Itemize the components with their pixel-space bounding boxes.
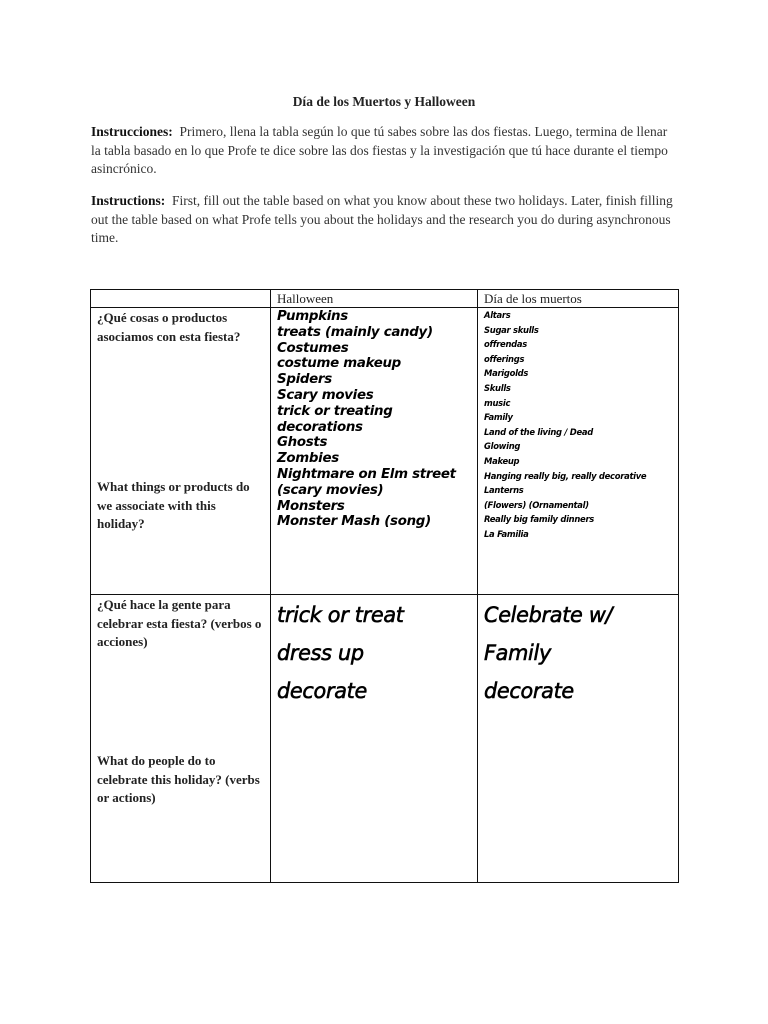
handwritten-entry: offrendas — [484, 340, 527, 351]
handwritten-entry: Hanging really big, really decorative — [484, 471, 647, 482]
handwritten-entry: music — [484, 398, 511, 409]
handwritten-entry: Ghosts — [277, 434, 328, 451]
handwritten-entry: Family — [484, 641, 551, 665]
handwritten-entry: decorations — [277, 418, 363, 435]
instructions-english-label: Instructions: — [91, 193, 166, 208]
handwritten-entry: Really big family dinners — [484, 515, 595, 526]
handwritten-entry: Skulls — [484, 383, 511, 394]
question-spanish: ¿Qué cosas o productos asociamos con esta fiesta? — [97, 310, 241, 344]
answer-cell-halloween[interactable] — [271, 595, 478, 883]
header-halloween: Halloween — [271, 290, 478, 308]
instructions-spanish — [91, 123, 677, 179]
instructions-english — [91, 192, 677, 248]
question-english: What do people do to celebrate this holiday? (verbs or actions) — [97, 753, 260, 805]
handwritten-entry: Monster Mash (song) — [277, 513, 431, 530]
handwritten-entry: Pumpkins — [277, 308, 348, 324]
handwritten-entry: trick or treating — [277, 402, 393, 419]
handwritten-entry: treats (mainly candy) — [277, 323, 433, 340]
handwritten-entry: Zombies — [277, 450, 339, 467]
handwritten-entry: (Flowers) (Ornamental) — [484, 500, 589, 511]
handwritten-entry: decorate — [484, 679, 574, 703]
comparison-table — [90, 289, 679, 883]
handwritten-entry: Land of the living / Dead — [484, 427, 593, 438]
header-dia-de-los-muertos: Día de los muertos — [478, 290, 679, 308]
table-header-row — [91, 290, 679, 308]
handwritten-entry: costume makeup — [277, 355, 401, 372]
handwritten-entry: Lanterns — [484, 486, 524, 497]
handwritten-entry: Costumes — [277, 339, 349, 356]
question-cell — [91, 308, 271, 595]
handwritten-entry: Makeup — [484, 456, 520, 467]
question-cell — [91, 595, 271, 883]
answer-cell-dia-de-los-muertos[interactable] — [478, 595, 679, 883]
handwritten-entry: decorate — [277, 679, 367, 703]
handwritten-entry: La Familia — [484, 529, 529, 540]
handwritten-list — [484, 596, 672, 710]
instructions-spanish-text: Primero, llena la tabla según lo que tú sabes sobre las dos fiestas. Luego, termina de llenar la tabla basado en lo que Profe te dice sobre las dos fiestas y la investigación que tú hace durante el tiempo asincrónico. — [91, 124, 668, 176]
instructions-spanish-label: Instrucciones: — [91, 124, 173, 139]
handwritten-entry: Marigolds — [484, 369, 529, 380]
page-title: Día de los Muertos y Halloween — [292, 94, 476, 109]
handwritten-entry: Spiders — [277, 371, 332, 388]
answer-cell-dia-de-los-muertos[interactable] — [478, 308, 679, 595]
handwritten-entry: Celebrate w/ — [484, 603, 613, 627]
handwritten-entry: Altars — [484, 311, 511, 321]
handwritten-entry: Sugar skulls — [484, 325, 539, 336]
question-english: What things or products do we associate with this holiday? — [97, 479, 250, 531]
handwritten-entry: (scary movies) — [277, 481, 384, 498]
header-empty — [91, 290, 271, 308]
handwritten-entry: dress up — [277, 641, 364, 665]
instructions-english-text: First, fill out the table based on what you know about these two holidays. Later, finish filling out the table based on what Profe tells you about the holidays and the research you do during asynchronous time. — [91, 193, 673, 245]
table-row — [91, 595, 679, 883]
handwritten-entry: Scary movies — [277, 386, 374, 403]
handwritten-entry: Glowing — [484, 442, 521, 453]
table-row — [91, 308, 679, 595]
handwritten-list — [484, 309, 672, 543]
handwritten-entry: Family — [484, 413, 513, 424]
handwritten-list — [277, 309, 471, 530]
handwritten-entry: offerings — [484, 354, 525, 365]
handwritten-list — [277, 596, 471, 710]
answer-cell-halloween[interactable] — [271, 308, 478, 595]
handwritten-entry: Monsters — [277, 497, 345, 514]
question-spanish: ¿Qué hace la gente para celebrar esta fiesta? (verbos o acciones) — [97, 597, 262, 649]
handwritten-entry: trick or treat — [277, 603, 404, 627]
handwritten-entry: Nightmare on Elm street — [277, 465, 456, 482]
